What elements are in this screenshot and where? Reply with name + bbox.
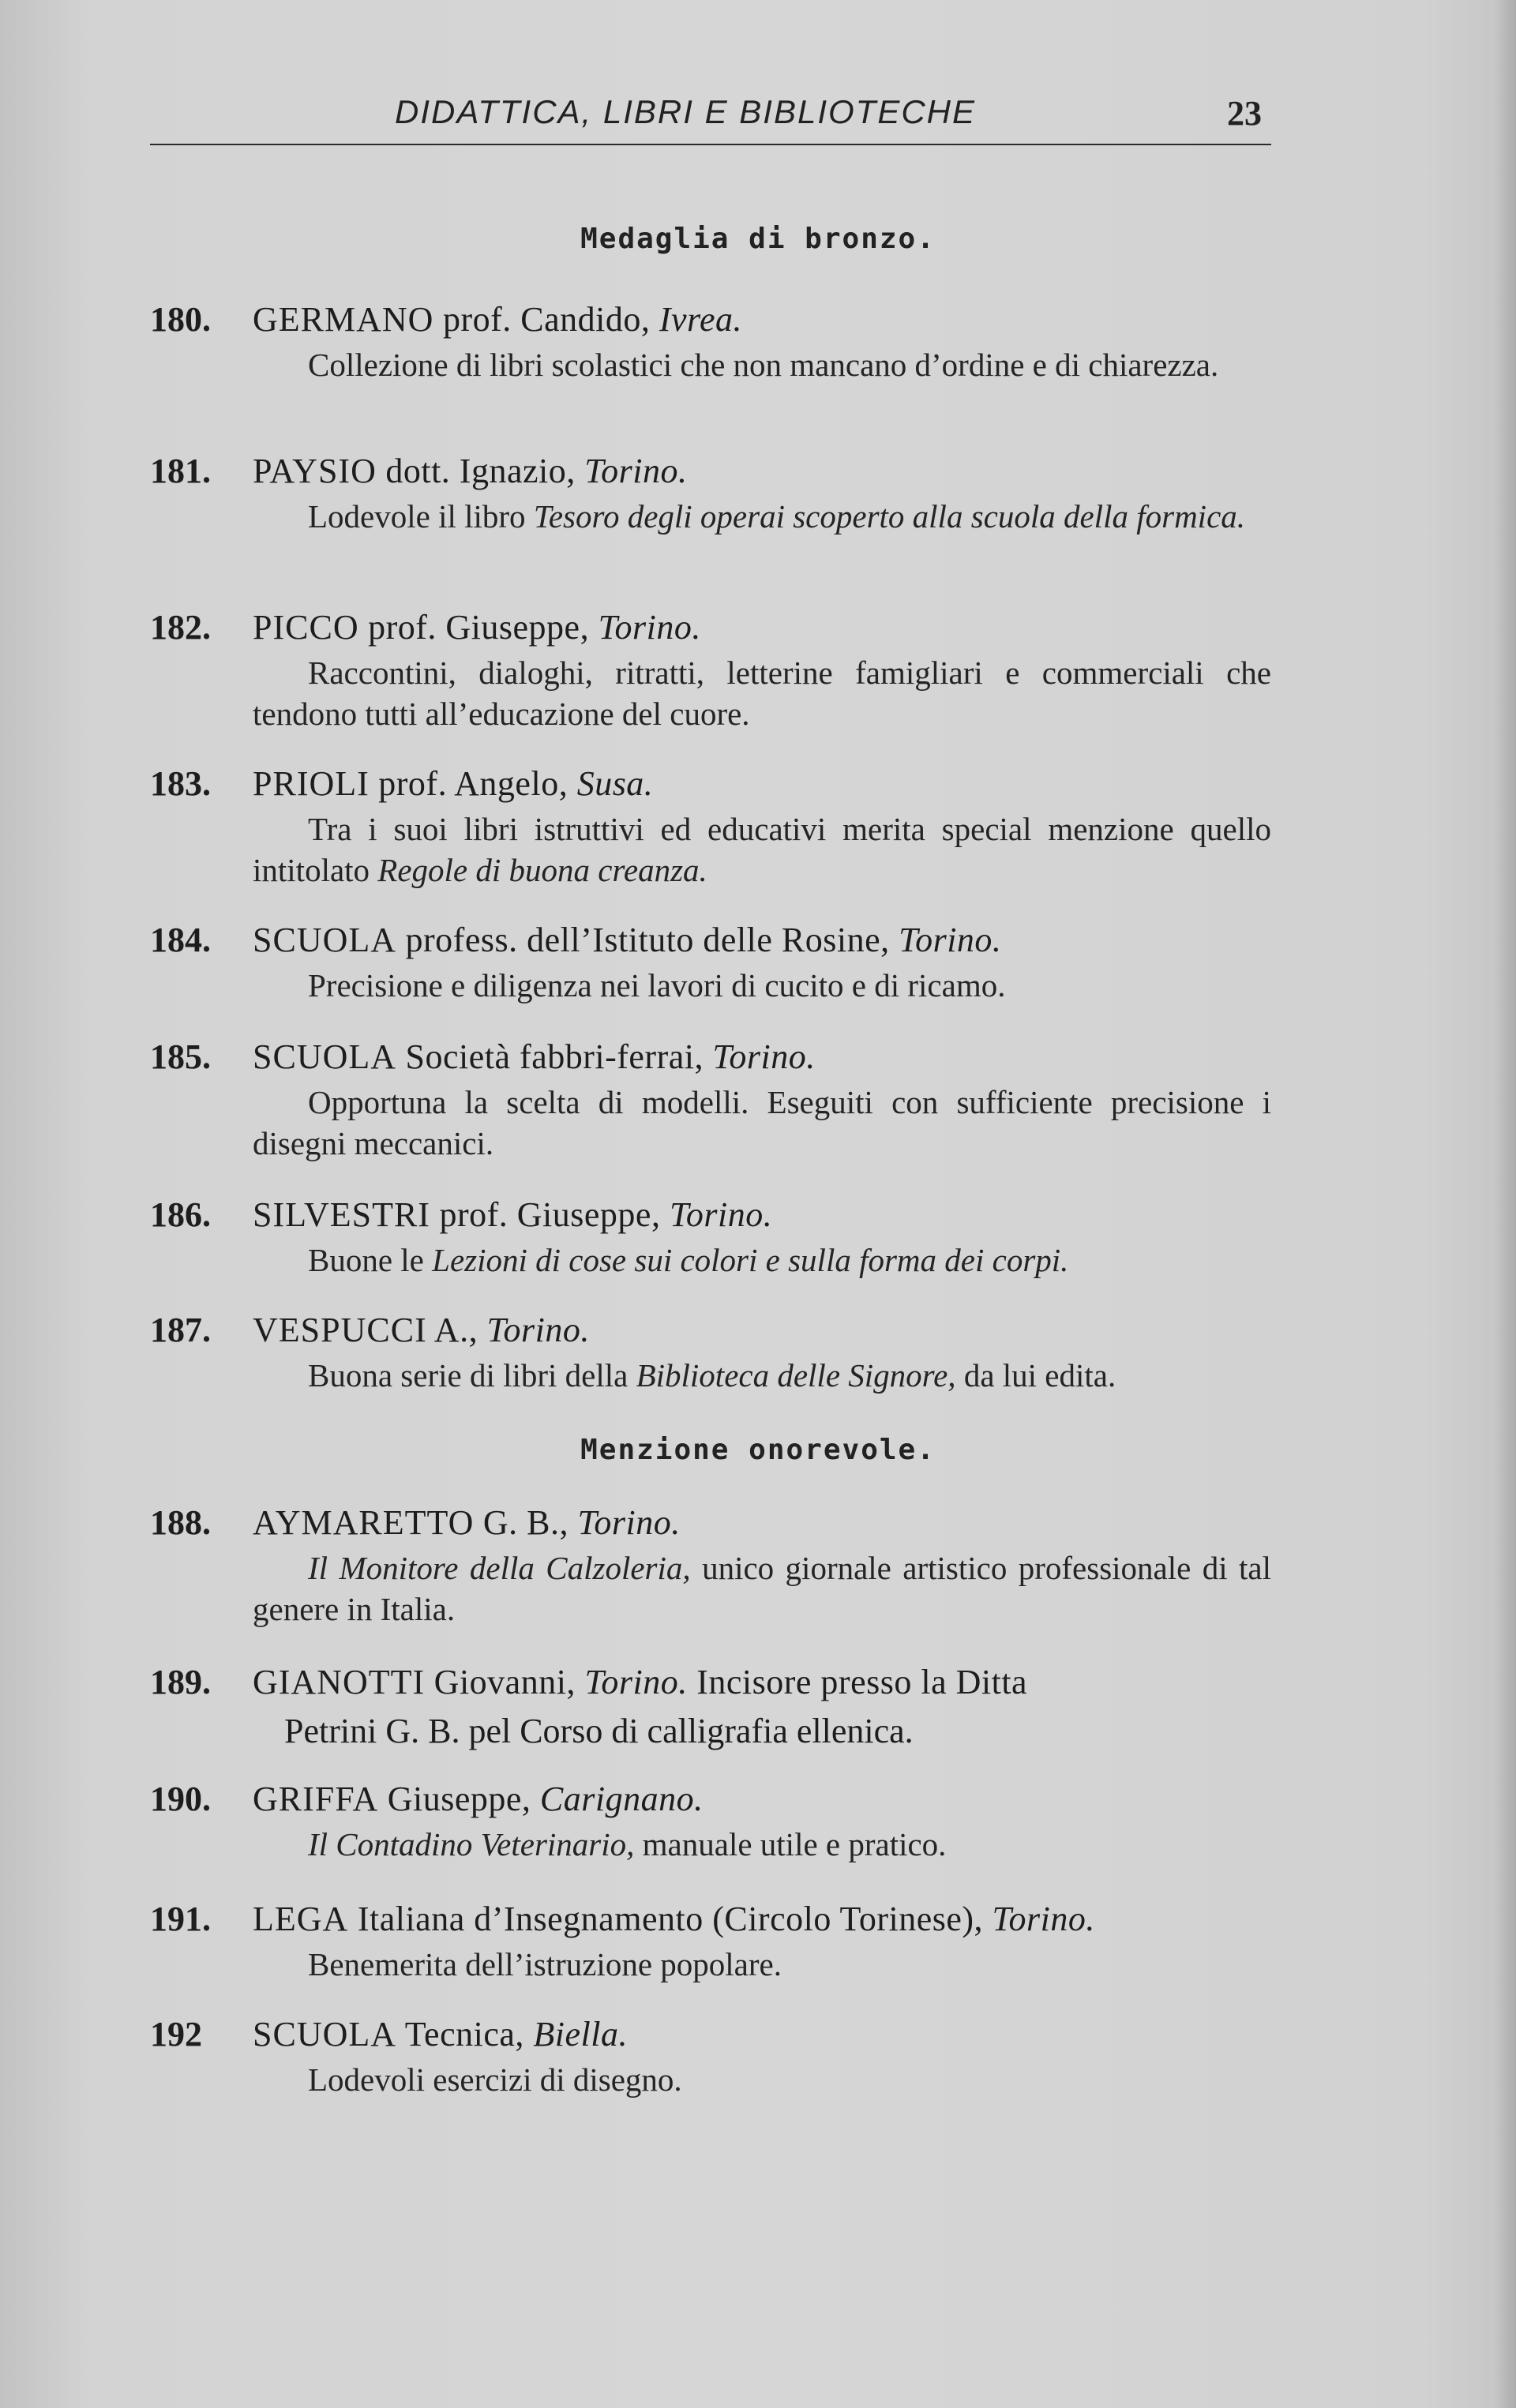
- entry-place: Carignano.: [539, 1780, 704, 1818]
- entry-description: [253, 1944, 1271, 1985]
- italic-title-run: Il Contadino Veterinario,: [308, 1826, 635, 1862]
- entry-number: 180.: [150, 300, 211, 339]
- list-item: [150, 916, 1271, 1006]
- entry-place: Torino.: [598, 608, 701, 647]
- entry-detail: Società fabbri-ferrai,: [396, 1037, 713, 1076]
- entry-place: Torino.: [712, 1037, 816, 1076]
- text-run: manuale utile e pratico.: [634, 1826, 947, 1862]
- text-run: unico giornale artistico professionale di tal genere in Italia.: [253, 1550, 1271, 1627]
- italic-title-run: Biblioteca delle Signore,: [636, 1357, 956, 1393]
- text-run: Opportuna la scelta di modelli. Eseguiti con sufficiente precisione i disegni meccanici.: [253, 1084, 1271, 1161]
- list-item: [150, 447, 1271, 537]
- entry-name: LEGA: [253, 1900, 349, 1938]
- entry-detail: A.,: [426, 1311, 487, 1349]
- text-run: Benemerita dell’istruzione popolare.: [308, 1946, 782, 1982]
- entry-number: 187.: [150, 1311, 211, 1349]
- entry-description: [253, 1240, 1271, 1281]
- entry-description: [253, 1824, 1271, 1865]
- entry-detail: Giovanni,: [425, 1663, 585, 1701]
- entry-number: 192: [150, 2015, 202, 2054]
- entry-name: SCUOLA: [253, 2015, 397, 2054]
- entry-detail: prof. Candido,: [433, 300, 659, 339]
- entry-inline-note: Incisore presso la Ditta: [687, 1663, 1028, 1701]
- italic-title-run: Regole di buona creanza.: [377, 852, 707, 888]
- entry-number: 188.: [150, 1503, 211, 1542]
- list-item: [150, 1658, 1271, 1756]
- entry-place: Torino.: [899, 921, 1002, 959]
- entry-detail: Giuseppe,: [378, 1780, 540, 1818]
- entry-name: AYMARETTO: [253, 1503, 475, 1542]
- running-head: [150, 88, 1271, 145]
- text-run: da lui edita.: [955, 1357, 1116, 1393]
- entry-description: [253, 1547, 1271, 1630]
- entry-place: Biella.: [533, 2015, 628, 2054]
- entry-continuation: Petrini G. B. pel Corso di calligrafia ellenica.: [284, 1712, 914, 1750]
- entry-description: [253, 1082, 1271, 1164]
- entry-detail: prof. Giuseppe,: [430, 1195, 670, 1234]
- list-item: [150, 1498, 1271, 1630]
- running-title: DIDATTICA, LIBRI E BIBLIOTECHE: [395, 93, 977, 130]
- entry-place: Ivrea.: [659, 300, 743, 339]
- entry-name: SILVESTRI: [253, 1195, 430, 1234]
- list-item: [150, 760, 1271, 891]
- text-run: Precisione e diligenza nei lavori di cucito e di ricamo.: [308, 967, 1006, 1003]
- entry-name: SCUOLA: [253, 921, 397, 959]
- entry-place: Susa.: [576, 764, 654, 803]
- text-run: Buona serie di libri della: [308, 1357, 636, 1393]
- entry-number: 181.: [150, 452, 211, 490]
- entry-detail: prof. Giuseppe,: [358, 608, 599, 647]
- section-heading-bronze: Medaglia di bronzo.: [580, 223, 936, 255]
- entry-place: Torino.: [992, 1900, 1095, 1938]
- entry-description: [253, 965, 1271, 1006]
- entry-name: GERMANO: [253, 300, 434, 339]
- text-run: Buone le: [308, 1242, 433, 1278]
- page-number: 23: [1227, 94, 1262, 133]
- entry-place: Torino.: [577, 1503, 681, 1542]
- text-run: Raccontini, dialoghi, ritratti, letterine famigliari e commerciali che tendono tutti all’educazione del cuore.: [253, 655, 1271, 732]
- list-item: [150, 1775, 1271, 1865]
- entry-name: PRIOLI: [253, 764, 370, 803]
- entry-number: 182.: [150, 608, 211, 647]
- entry-number: 191.: [150, 1900, 211, 1938]
- entry-name: PICCO: [253, 608, 359, 647]
- list-item: [150, 603, 1271, 734]
- entry-description: [253, 808, 1271, 891]
- entry-detail: Tecnica,: [396, 2015, 534, 2054]
- list-item: [150, 1191, 1271, 1281]
- list-item: [150, 2010, 1271, 2100]
- entry-place: Torino.: [584, 1663, 688, 1701]
- text-run: Lodevoli esercizi di disegno.: [308, 2061, 682, 2098]
- entry-detail: dott. Ignazio,: [376, 452, 585, 490]
- list-item: [150, 295, 1271, 385]
- entry-name: GRIFFA: [253, 1780, 379, 1818]
- entry-name: PAYSIO: [253, 452, 377, 490]
- entry-number: 184.: [150, 921, 211, 959]
- text-run: Collezione di libri scolastici che non mancano d’ordine e di chiarezza.: [308, 347, 1219, 383]
- entry-description: [253, 344, 1271, 385]
- text-run: Lodevole il libro: [308, 498, 534, 534]
- list-item: [150, 1895, 1271, 1985]
- entry-name: VESPUCCI: [253, 1311, 427, 1349]
- entry-description: [253, 496, 1271, 537]
- entry-number: 185.: [150, 1037, 211, 1076]
- entry-number: 190.: [150, 1780, 211, 1818]
- entry-place: Torino.: [584, 452, 688, 490]
- entry-detail: Italiana d’Insegnamento (Circolo Torinese),: [348, 1900, 993, 1938]
- entry-number: 183.: [150, 764, 211, 803]
- list-item: [150, 1306, 1271, 1396]
- entry-description: [253, 1355, 1271, 1396]
- italic-title-run: Lezioni di cose sui colori e sulla forma dei corpi.: [432, 1242, 1069, 1278]
- italic-title-run: Il Monitore della Calzoleria,: [308, 1550, 691, 1586]
- entry-number: 186.: [150, 1195, 211, 1234]
- entry-place: Torino.: [669, 1195, 773, 1234]
- entry-detail: profess. dell’Istituto delle Rosine,: [396, 921, 899, 959]
- entry-place: Torino.: [486, 1311, 590, 1349]
- italic-title-run: Tesoro degli operai scoperto alla scuola della formica.: [533, 498, 1246, 534]
- entry-description: [253, 2059, 1271, 2100]
- text-run: Tra i suoi libri istruttivi ed educativi merita special menzione quello intitolato: [253, 811, 1271, 888]
- entry-name: GIANOTTI: [253, 1663, 426, 1701]
- entry-detail: G. B.,: [474, 1503, 578, 1542]
- entry-description: [253, 652, 1271, 734]
- entry-name: SCUOLA: [253, 1037, 397, 1076]
- section-heading-honourable-mention: Menzione onorevole.: [580, 1434, 936, 1466]
- entry-number: 189.: [150, 1663, 211, 1701]
- entry-detail: prof. Angelo,: [369, 764, 577, 803]
- list-item: [150, 1033, 1271, 1164]
